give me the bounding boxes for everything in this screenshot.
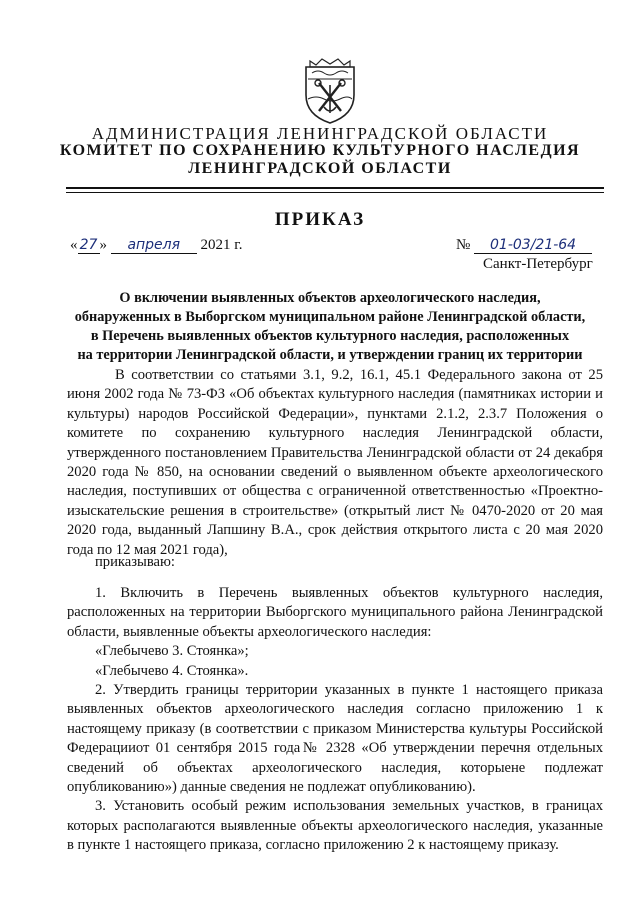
order-word: приказываю: [95, 554, 175, 570]
item-1-paragraph: 1. Включить в Перечень выявленных объектов культурного наследия, расположенных на территории Выборгского муниципального района Ленинградской области, выявленные объекты археологического наследия: [67, 585, 603, 640]
document-title [60, 289, 600, 365]
document-date [70, 237, 242, 254]
number-label: № [456, 237, 471, 253]
preamble-block [67, 366, 603, 560]
order-word-block [67, 553, 603, 572]
org-line-3: ЛЕНИНГРАДСКОЙ ОБЛАСТИ [188, 160, 452, 177]
quote-open: « [70, 237, 78, 253]
document-number [456, 237, 592, 254]
coat-of-arms-icon [302, 55, 358, 125]
item-2-paragraph: 2. Утвердить границы территории указанных в пункте 1 настоящего приказа выявленных объектов археологического наследия согласно приложению 1 к настоящему приказу (в соответствии с приказом Министерства культуры Российской Федерацииот 01 сентября 2015 года№ 2328 «Об утверждении перечня отдельных сведений об объектах археологического наследия, которыене подлежат опубликованию») данные сведения не подлежат опубликованию). [67, 682, 603, 796]
item-1-object-a: «Глебычево 3. Стоянка»; [95, 643, 249, 660]
title-line: в Перечень выявленных объектов культурного наследия, расположенных [90, 328, 570, 344]
number-value: 01-03/21-64 [474, 237, 592, 254]
header-rule-thin [66, 192, 604, 193]
document-city: Санкт-Петербург [483, 256, 593, 272]
title-line: О включении выявленных объектов археологического наследия, [119, 290, 541, 306]
title-line: на территории Ленинградской области, и утверждении границ их территории [77, 347, 583, 363]
document-type: ПРИКАЗ [274, 209, 366, 230]
quote-close: » [99, 237, 107, 253]
org-line-1: АДМИНИСТРАЦИЯ ЛЕНИНГРАДСКОЙ ОБЛАСТИ [91, 124, 549, 143]
header-rule-thick [66, 187, 604, 189]
org-line-2: КОМИТЕТ ПО СОХРАНЕНИЮ КУЛЬТУРНОГО НАСЛЕДИЯ [59, 142, 581, 159]
item-3-paragraph: 3. Установить особый режим использования земельных участков, в границах которых располагаются выявленные объекты археологического наследия, указанные в пункте 1 настоящего приказа, согласно приложению 2 к настоящему приказу. [67, 798, 603, 854]
date-month: апреля [111, 237, 197, 254]
date-day: 27 [78, 237, 100, 254]
item-1-object-b: «Глебычево 4. Стоянка». [95, 662, 249, 679]
date-year: 2021 г. [200, 237, 243, 253]
preamble-paragraph: В соответствии со статьями 3.1, 9.2, 16.1, 45.1 Федерального закона от 25 июня 2002 года № 73-ФЗ «Об объектах культурного наследия (памятниках истории и культуры) народов Российской Федерации», пунктами 2.1.2, 2.3.7 Положения о комитете по сохранению культурного наследия Ленинградской области, утвержденного постановлением Правительства Ленинградской области от 24 декабря 2020 года № 850, на основании сведений о выявленном объекте археологического наследия, поступивших от общества с ограниченной ответственностью «Проектно-изыскательские решения в строительстве» (открытый лист № 0470-2020 от 20 мая 2020 года, выданный Лапшину В.А., срок действия открытого листа с 20 мая 2020 года по 12 мая 2021 года), [67, 367, 603, 558]
title-line: обнаруженных в Выборгском муниципальном районе Ленинградской области, [74, 309, 586, 325]
items-block [67, 584, 603, 856]
